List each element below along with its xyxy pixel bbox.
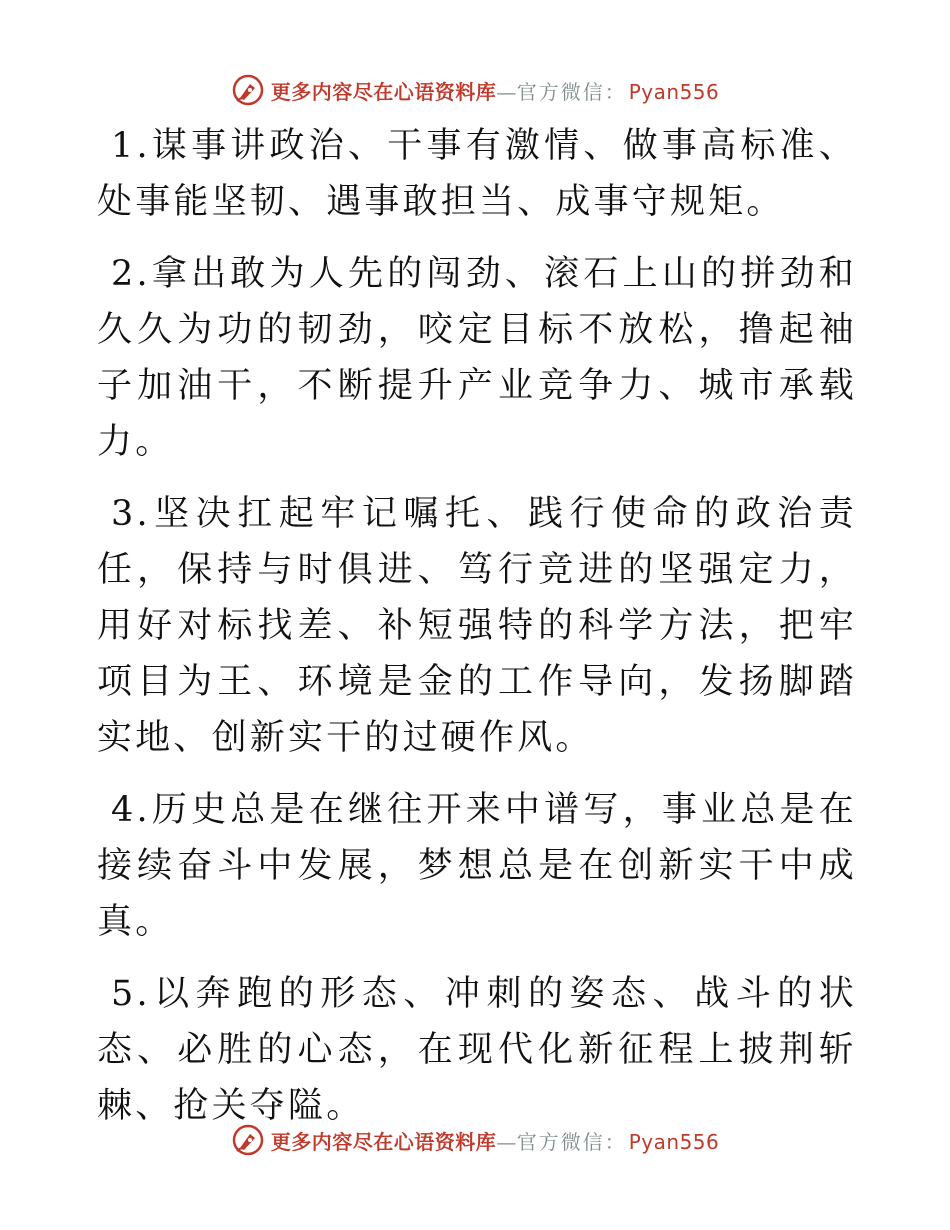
paragraph-text: 坚决扛起牢记嘱托、践行使命的政治责任，保持与时俱进、笃行竞进的坚强定力，用好对标找差、补短强特的科学方法，把牢项目为王、环境是金的工作导向，发扬脚踏实地、创新实干的过硬作风。 <box>97 494 857 758</box>
paragraph-number: 3. <box>111 494 151 534</box>
paragraph-number: 1. <box>111 126 151 166</box>
footer-watermark-banner <box>0 1120 950 1160</box>
paragraph-3 <box>97 486 857 766</box>
watermark-text: 更多内容尽在心语资料库—官方微信： Pyan556 <box>270 1129 720 1154</box>
paragraph-number: 5. <box>111 974 151 1014</box>
paragraph-text: 以奔跑的形态、冲刺的姿态、战斗的状态、必胜的心态，在现代化新征程上披荆斩棘、抢关夺隘。 <box>97 974 857 1126</box>
paragraph-2 <box>97 246 857 470</box>
paragraph-number: 4. <box>111 790 151 830</box>
header-watermark-banner <box>0 70 950 110</box>
paragraph-text: 拿出敢为人先的闯劲、滚石上山的拼劲和久久为功的韧劲，咬定目标不放松，撸起袖子加油干，不断提升产业竞争力、城市承载力。 <box>97 254 857 462</box>
paragraph-text: 谋事讲政治、干事有激情、做事高标准、处事能坚韧、遇事敢担当、成事守规矩。 <box>97 126 857 222</box>
watermark-text: 更多内容尽在心语资料库—官方微信： Pyan556 <box>270 79 720 104</box>
paragraph-5 <box>97 966 857 1134</box>
document-body <box>97 118 857 1150</box>
paragraph-text: 历史总是在继往开来中谱写，事业总是在接续奋斗中发展，梦想总是在创新实干中成真。 <box>97 790 857 942</box>
pen-nib-logo-icon <box>231 73 265 107</box>
paragraph-4 <box>97 782 857 950</box>
paragraph-number: 2. <box>111 254 151 294</box>
paragraph-1 <box>97 118 857 230</box>
pen-nib-logo-icon <box>231 1123 265 1157</box>
